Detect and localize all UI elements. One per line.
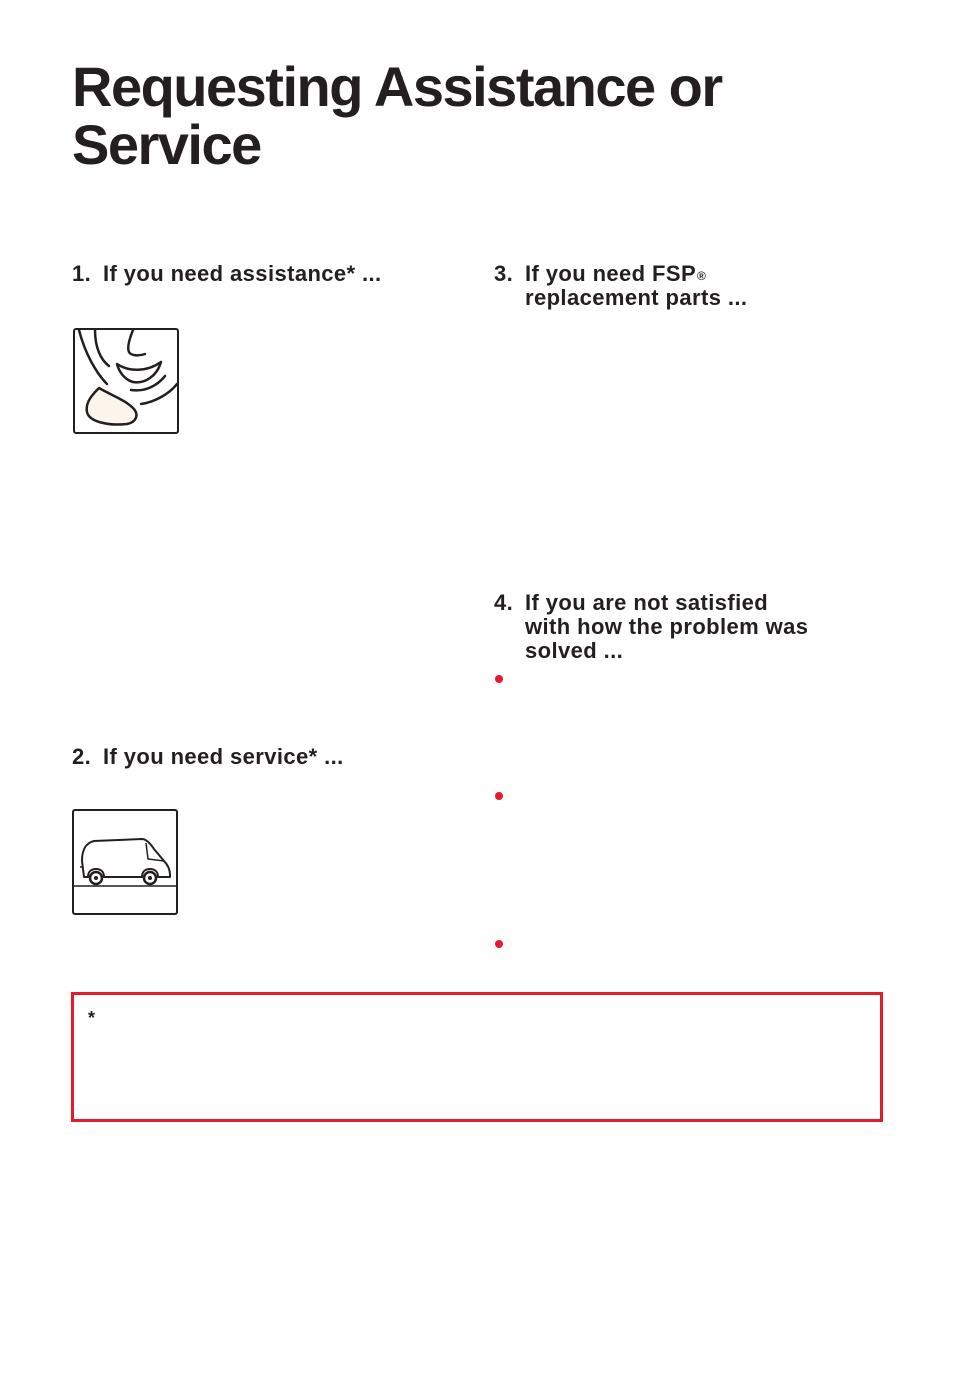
registered-mark: ® bbox=[697, 269, 707, 283]
section-number: 1. bbox=[72, 261, 92, 286]
bullet-dot-icon bbox=[495, 940, 503, 948]
bullet-dot-icon bbox=[495, 675, 503, 683]
section-number: 2. bbox=[72, 744, 92, 769]
service-van-icon bbox=[72, 809, 178, 915]
section-number: 3. bbox=[494, 261, 514, 286]
section-heading-text bbox=[494, 262, 894, 310]
section-number: 4. bbox=[494, 590, 514, 615]
bullet-dot-icon bbox=[495, 792, 503, 800]
section-heading-replacement-parts bbox=[494, 262, 894, 310]
footnote-marker: * bbox=[88, 1008, 96, 1028]
section-heading-not-satisfied bbox=[494, 591, 894, 663]
footnote-box bbox=[71, 992, 883, 1122]
phone-caller-icon bbox=[73, 328, 179, 434]
section-heading-service bbox=[72, 745, 472, 769]
section-heading-text: If you need assistance* ... bbox=[103, 261, 382, 286]
section-heading-line-1: If you need FSP bbox=[525, 261, 697, 286]
section-heading-text: If you need service* ... bbox=[103, 744, 344, 769]
section-heading-assistance bbox=[72, 262, 472, 286]
section-heading-line-2: replacement parts ... bbox=[525, 285, 748, 310]
page-title: Requesting Assistance or Service bbox=[72, 55, 722, 176]
section-heading-text: If you are not satisfied with how the problem was solved ... bbox=[525, 590, 809, 663]
